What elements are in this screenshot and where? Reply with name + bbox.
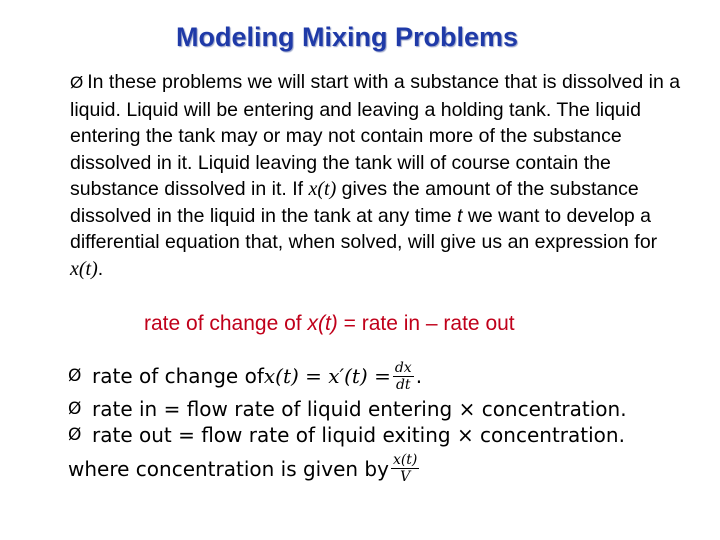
bullet-1-text: rate of change of [92, 364, 264, 388]
bullet-rate-of-change [68, 356, 627, 396]
bullet-4-text: where concentration is given by [68, 456, 389, 481]
intro-text-4: . [97, 257, 104, 280]
derivative-fraction [393, 360, 414, 393]
intro-text-2: gives the amount of the substance dissolved in the liquid in the tank at any time [70, 178, 639, 227]
intro-text-1: In these problems we will start with a substance that is dissolved in a liquid. Liquid will be entering and leaving a holding tank. The liquid entering the tank may or may not contain more of the substance dissolved in it. Liquid leaving the tank will of course contain the substance dissolved in it. If [70, 71, 681, 200]
bullet-arrow-icon: Ø [70, 73, 84, 92]
bullet-2-text: rate in = flow rate of liquid entering × concentration. [92, 397, 627, 421]
intro-var-xt-2: x(t) [70, 257, 98, 280]
bullet-list [68, 356, 627, 485]
bullet-arrow-icon: Ø [68, 399, 82, 419]
intro-text-3: we want to develop a differential equation that, when solved, will give us an expression for [70, 204, 658, 253]
fraction-denominator: V [400, 469, 411, 485]
fraction-numerator: dx [394, 359, 412, 376]
intro-paragraph [70, 69, 690, 282]
intro-var-xt: x(t) [308, 178, 337, 200]
bullet-rate-out [68, 422, 627, 448]
equation-var: x(t) [307, 312, 338, 335]
bullet-3-text: rate out = flow rate of liquid exiting × concentration. [92, 423, 625, 447]
fraction-numerator: x(t) [392, 452, 418, 468]
intro-var-t: t [456, 204, 463, 227]
bullet-arrow-icon: Ø [68, 425, 82, 445]
bullet-1-math: x(t) = x′(t) = [263, 364, 391, 388]
fraction-denominator: dt [395, 376, 411, 393]
slide-title: Modeling Mixing Problems [175, 22, 519, 52]
bullet-rate-in [68, 396, 627, 422]
bullet-arrow-icon: Ø [68, 366, 82, 386]
equation-suffix: = rate in – rate out [337, 312, 515, 335]
concentration-fraction [391, 452, 419, 485]
concentration-definition [68, 452, 627, 485]
bullet-1-end: . [415, 364, 423, 388]
rate-equation [144, 312, 515, 336]
equation-prefix: rate of change of [144, 312, 308, 335]
